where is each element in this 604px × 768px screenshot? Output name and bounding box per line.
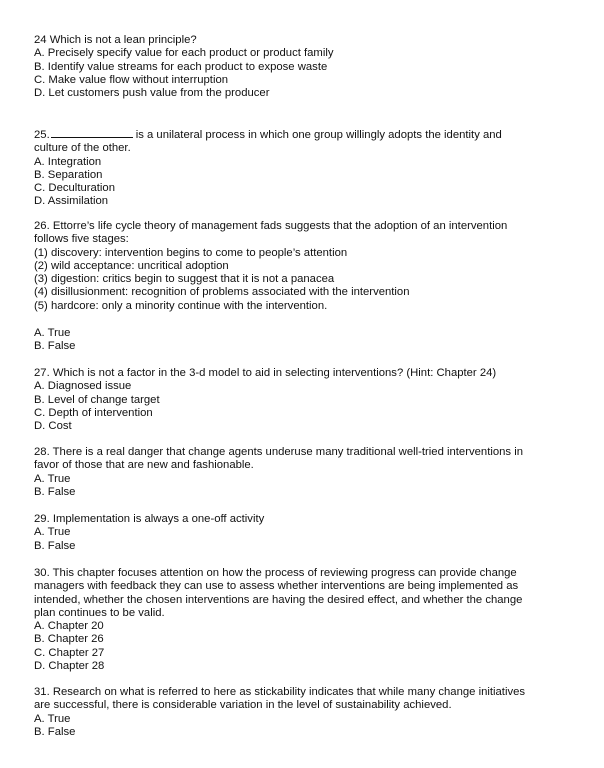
- stage-item: (3) digestion: critics begin to suggest that it is not a panacea: [34, 273, 335, 286]
- question-28-option-b: B. False: [34, 485, 76, 498]
- question-31-text-continued: are successful, there is considerable variation in the level of sustainability achieved.: [34, 699, 452, 712]
- question-30-option-b: B. Chapter 26: [34, 633, 104, 646]
- question-30-text-continued: managers with feedback they can use to assess whether interventions are being implemented as: [34, 580, 519, 593]
- question-26: [34, 220, 579, 313]
- question-25-text-continued: culture of the other.: [34, 142, 131, 155]
- question-24: [34, 34, 579, 100]
- question-25-number: 25.: [34, 129, 50, 141]
- question-25-option-a: A. Integration: [34, 155, 102, 168]
- question-29-option-b: B. False: [34, 539, 76, 552]
- question-27-option-c: C. Depth of intervention: [34, 406, 153, 419]
- question-26-options: [34, 327, 579, 354]
- question-27-option-b: B. Level of change target: [34, 393, 160, 406]
- question-25-option-d: D. Assimilation: [34, 195, 109, 208]
- question-24-option-a: A. Precisely specify value for each product or product family: [34, 47, 334, 60]
- question-30-text-continued: intended, whether the chosen interventions are having the desired effect, and whether the change: [34, 593, 523, 606]
- question-27-text: 27. Which is not a factor in the 3-d model to aid in selecting interventions? (Hint: Chapter 24): [34, 367, 497, 379]
- question-25-text: [34, 127, 579, 142]
- question-30: [34, 567, 579, 673]
- question-31-option-a: A. True: [34, 712, 71, 725]
- stage-item: (1) discovery: intervention begins to come to people’s attention: [34, 246, 348, 259]
- question-28-option-a: A. True: [34, 472, 71, 485]
- question-29-text: 29. Implementation is always a one-off activity: [34, 513, 265, 525]
- question-26-text: 26. Ettorre’s life cycle theory of management fads suggests that the adoption of an intervention: [34, 220, 508, 232]
- question-29-option-a: A. True: [34, 526, 71, 539]
- question-30-text: 30. This chapter focuses attention on how the process of reviewing progress can provide change: [34, 567, 517, 579]
- question-24-option-b: B. Identify value streams for each product to expose waste: [34, 60, 328, 73]
- stage-item: (4) disillusionment: recognition of problems associated with the intervention: [34, 286, 410, 299]
- question-31-text: 31. Research on what is referred to here as stickability indicates that while many change initiatives: [34, 686, 526, 698]
- question-25-option-b: B. Separation: [34, 168, 103, 181]
- question-27: [34, 367, 579, 433]
- question-29: [34, 513, 579, 553]
- question-30-option-d: D. Chapter 28: [34, 660, 105, 673]
- question-28-text: 28. There is a real danger that change agents underuse many traditional well-tried interventions in: [34, 446, 523, 458]
- question-24-text: 24 Which is not a lean principle?: [34, 34, 197, 46]
- question-31: [34, 686, 579, 739]
- question-26-option-a: A. True: [34, 327, 71, 339]
- question-30-text-continued: plan continues to be valid.: [34, 606, 165, 619]
- question-25: [34, 127, 579, 209]
- question-30-option-c: C. Chapter 27: [34, 646, 105, 659]
- question-27-option-d: D. Cost: [34, 420, 72, 433]
- question-27-option-a: A. Diagnosed issue: [34, 380, 132, 393]
- question-26-option-b: B. False: [34, 340, 76, 353]
- stage-item: (2) wild acceptance: uncritical adoption: [34, 259, 229, 272]
- question-28-text-continued: favor of those that are new and fashionable.: [34, 459, 254, 472]
- question-28: [34, 446, 579, 499]
- fill-in-blank: [51, 127, 133, 138]
- question-24-option-d: D. Let customers push value from the producer: [34, 87, 270, 100]
- question-31-option-b: B. False: [34, 725, 76, 738]
- question-26-text-continued: follows five stages:: [34, 233, 129, 246]
- question-24-option-c: C. Make value flow without interruption: [34, 73, 229, 86]
- question-25-text-rest: is a unilateral process in which one group willingly adopts the identity and: [135, 129, 502, 141]
- question-30-option-a: A. Chapter 20: [34, 620, 104, 633]
- stage-item: (5) hardcore: only a minority continue with the intervention.: [34, 299, 328, 312]
- question-25-option-c: C. Deculturation: [34, 182, 115, 195]
